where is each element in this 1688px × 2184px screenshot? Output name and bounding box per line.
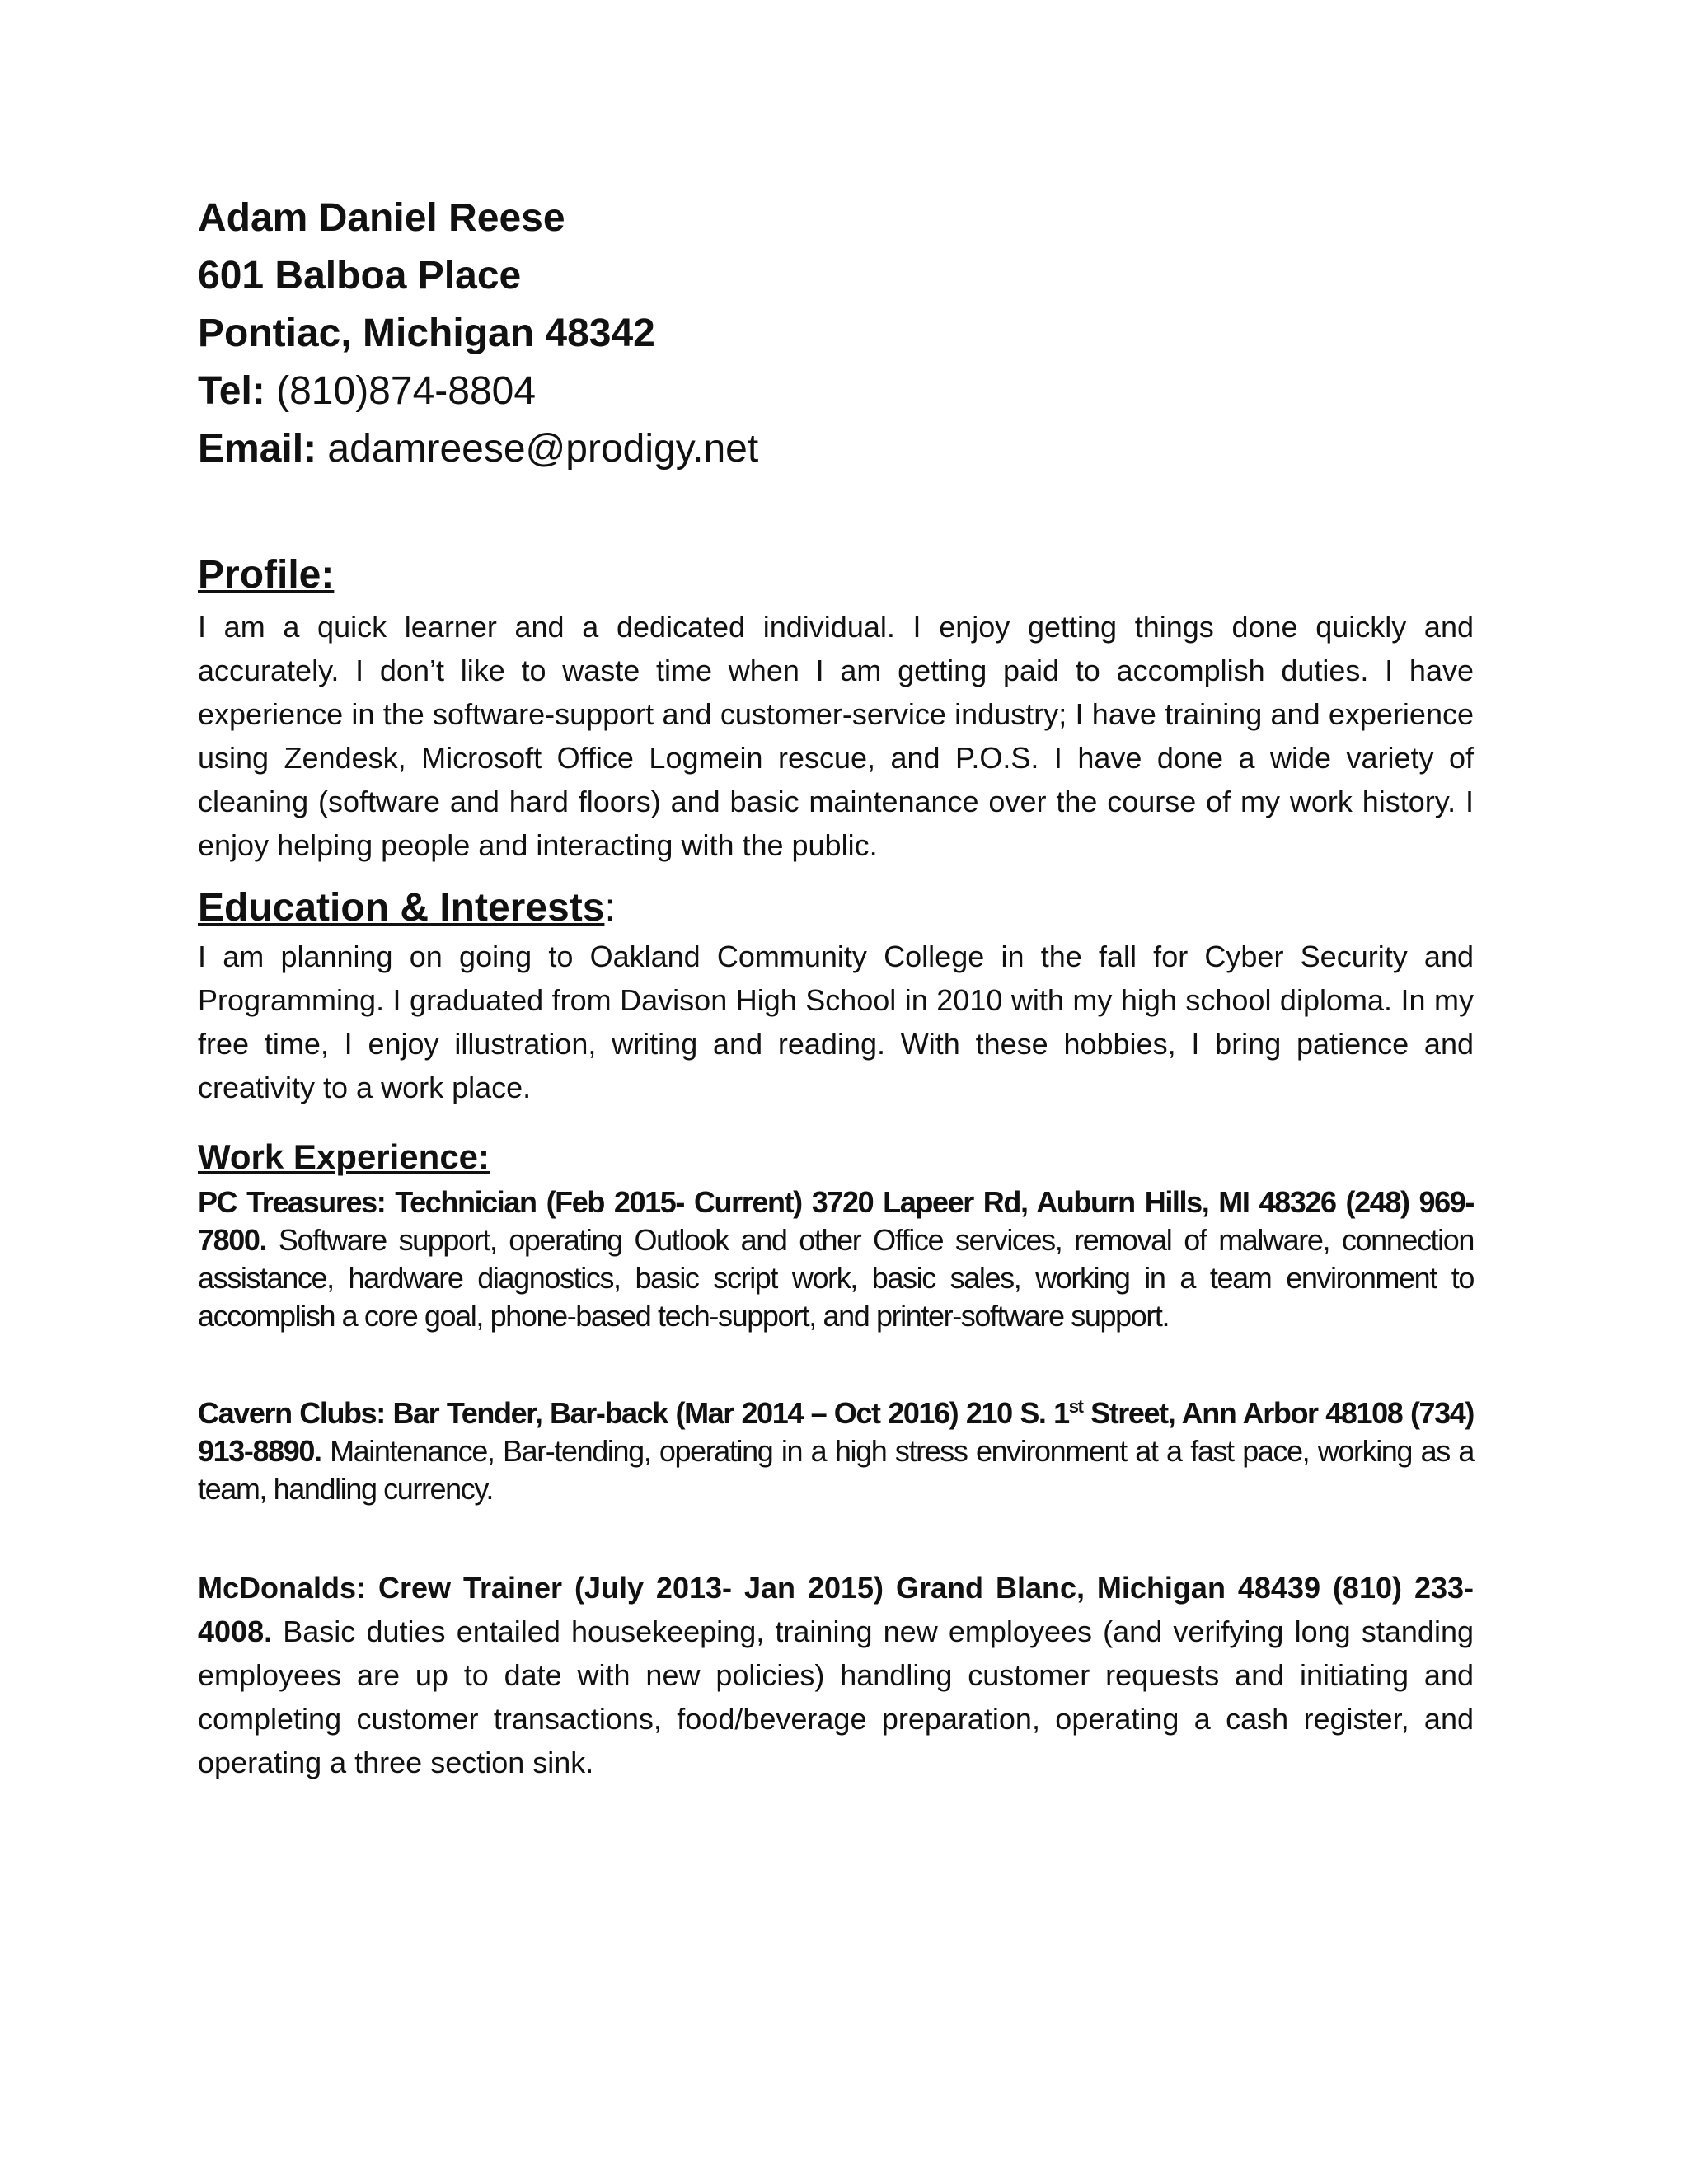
education-heading-colon: :	[604, 886, 616, 930]
profile-text: I am a quick learner and a dedicated individual. I enjoy getting things done quickly and accurately. I don’t like to waste time when I am getting paid to accomplish duties. I have experience in the software-support and customer-service industry; I have training and experience using Zendesk, Microsoft Office Logmein rescue, and P.O.S. I have done a wide variety of cleaning (software and hard floors) and basic maintenance over the course of my work history. I enjoy helping people and interacting with the public.	[198, 610, 1474, 862]
job-title: McDonalds: Crew Trainer (July 2013- Jan 2015) Grand Blanc, Michigan 48439 (810) 233- 4008.	[198, 1571, 1474, 1648]
education-heading-line	[198, 883, 1474, 933]
profile-heading: Profile:	[198, 553, 335, 597]
job-title-part: Street, Ann Arbor 48108 (734) 913-8890.	[198, 1396, 1474, 1468]
phone-label: Tel:	[198, 369, 265, 413]
phone-value: (810)874-8804	[276, 369, 537, 413]
phone-line	[198, 363, 1474, 420]
job-entry	[198, 1394, 1474, 1508]
email-value: adamreese@prodigy.net	[327, 427, 759, 471]
work-heading: Work Experience:	[198, 1137, 490, 1176]
job-description: Maintenance, Bar-tending, operating in a high stress environment at a fast pace, working as a team, handling currency.	[198, 1434, 1474, 1506]
resume-page	[198, 190, 1474, 1784]
job-title-superscript: st	[1068, 1396, 1083, 1417]
job-entry	[198, 1183, 1474, 1335]
profile-section	[198, 551, 1474, 867]
address-line-2: Pontiac, Michigan 48342	[198, 312, 655, 355]
job-entry	[198, 1566, 1474, 1784]
education-heading: Education & Interests	[198, 886, 605, 930]
job-title-part: Cavern Clubs: Bar Tender, Bar-back (Mar 2014 – Oct 2016) 210 S. 1	[198, 1396, 1069, 1430]
education-text: I am planning on going to Oakland Community College in the fall for Cyber Security and Programming. I graduated from Davison High School in 2010 with my high school diploma. In my free time, I enjoy illustration, writing and reading. With these hobbies, I bring patience and creativity to a work place.	[198, 940, 1474, 1104]
education-section	[198, 883, 1474, 1109]
address-line-1: 601 Balboa Place	[198, 254, 522, 298]
email-label: Email:	[198, 427, 317, 471]
email-line	[198, 420, 1474, 478]
job-title: PC Treasures: Technician (Feb 2015- Current) 3720 Lapeer Rd, Auburn Hills, MI 48326 (248) 969-7800.	[198, 1185, 1474, 1257]
applicant-name: Adam Daniel Reese	[198, 196, 565, 240]
job-description: Software support, operating Outlook and other Office services, removal of malware, connection assistance, hardware diagnostics, basic script work, basic sales, working in a team environment to accomplish a core goal, phone-based tech-support, and printer-software support.	[198, 1223, 1474, 1333]
job-description: Basic duties entailed housekeeping, training new employees (and verifying long standing employees are up to date with new policies) handling customer requests and initiating and completing customer transactions, food/beverage preparation, operating a cash register, and operating a three section sink.	[198, 1615, 1474, 1779]
contact-header	[198, 190, 1474, 478]
work-section	[198, 1134, 1474, 1784]
